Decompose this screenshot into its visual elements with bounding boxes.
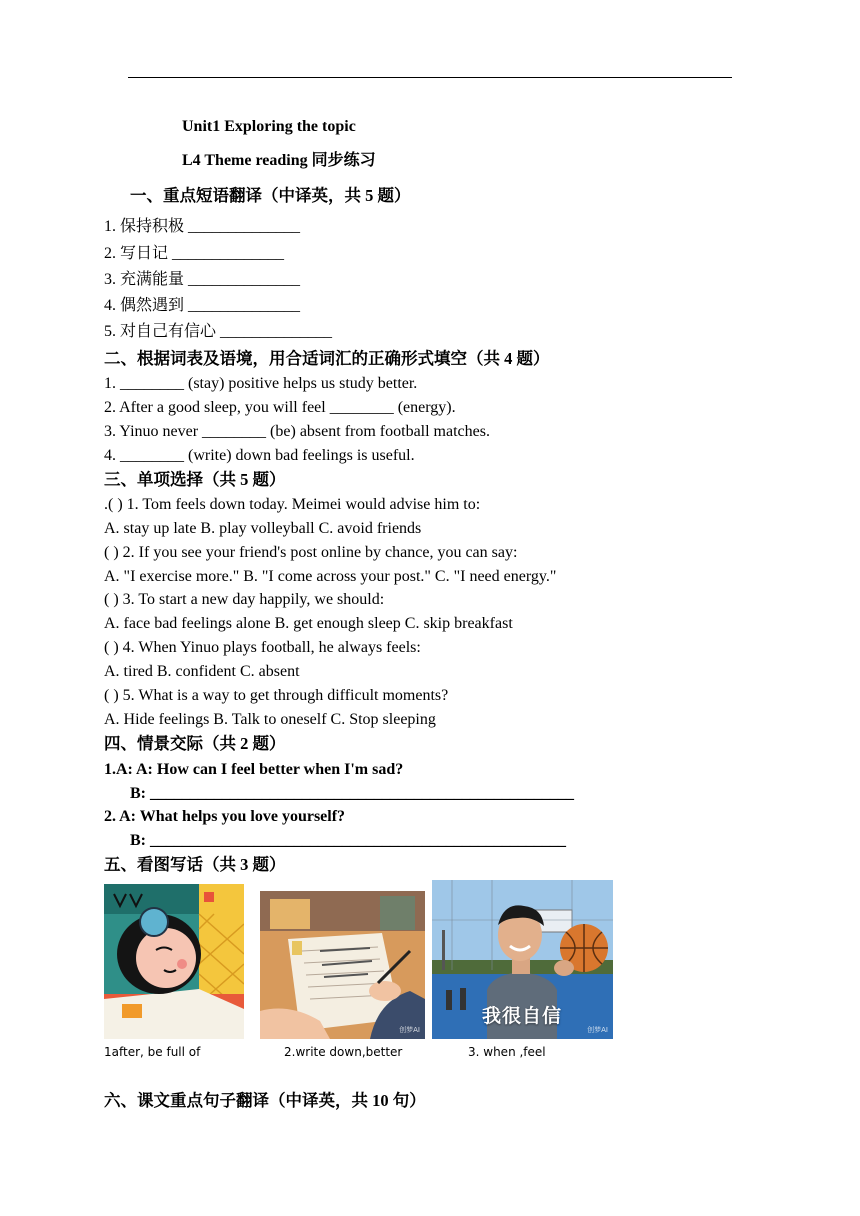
mc-question-1: .( ) 1. Tom feels down today. Meimei would advise him to:	[104, 496, 481, 513]
mc-options-5: A. Hide feelings B. Talk to oneself C. Stop sleeping	[104, 711, 436, 728]
watermark-logo: 创梦AI	[587, 1026, 608, 1034]
basketball-boy-photo	[432, 880, 613, 1039]
mc-question-5: ( ) 5. What is a way to get through difficult moments?	[104, 687, 449, 704]
watermark-logo: 创梦AI	[399, 1026, 420, 1034]
dialog-a-2: 2. A: What helps you love yourself?	[104, 808, 346, 825]
section5-heading: 五、看图写话（共 3 题）	[104, 855, 286, 874]
mc-options-2: A. "I exercise more." B. "I come across your post." C. "I need energy."	[104, 568, 557, 585]
girl-in-bed-illustration	[104, 884, 244, 1039]
section4-heading: 四、情景交际（共 2 题）	[104, 734, 286, 753]
phrase-item-2: 2. 写日记 ______________	[104, 245, 285, 262]
section3-heading: 三、单项选择（共 5 题）	[104, 470, 286, 489]
phrase-item-4: 4. 偶然遇到 ______________	[104, 297, 301, 314]
fill-item-2: 2. After a good sleep, you will feel ________ (energy).	[104, 399, 456, 416]
header-rule	[128, 77, 732, 78]
phrase-item-3: 3. 充满能量 ______________	[104, 271, 301, 288]
mc-question-2: ( ) 2. If you see your friend's post online by chance, you can say:	[104, 544, 518, 561]
lesson-title: L4 Theme reading 同步练习	[182, 152, 376, 169]
mc-options-1: A. stay up late B. play volleyball C. avoid friends	[104, 520, 422, 537]
dialog-b-2: B: ____________________________________________________	[130, 832, 566, 849]
mc-question-4: ( ) 4. When Yinuo plays football, he always feels:	[104, 639, 421, 656]
mc-options-3: A. face bad feelings alone B. get enough sleep C. skip breakfast	[104, 615, 513, 632]
section1-heading: 一、重点短语翻译（中译英，共 5 题）	[130, 186, 411, 205]
dialog-a-1: 1.A: A: How can I feel better when I'm sad?	[104, 761, 404, 778]
confidence-caption-overlay: 我很自信	[482, 1005, 563, 1027]
dialog-b-1: B: _____________________________________________________	[130, 785, 574, 802]
mc-options-4: A. tired B. confident C. absent	[104, 663, 300, 680]
fill-item-4: 4. ________ (write) down bad feelings is useful.	[104, 447, 415, 464]
section6-heading: 六、课文重点句子翻译（中译英，共 10 句）	[104, 1091, 426, 1110]
unit-title: Unit1 Exploring the topic	[182, 118, 356, 135]
phrase-item-5: 5. 对自己有信心 ______________	[104, 323, 333, 340]
fill-item-3: 3. Yinuo never ________ (be) absent from football matches.	[104, 423, 490, 440]
fill-item-1: 1. ________ (stay) positive helps us study better.	[104, 375, 418, 392]
section2-heading: 二、根据词表及语境，用合适词汇的正确形式填空（共 4 题）	[104, 349, 550, 368]
mc-question-3: ( ) 3. To start a new day happily, we should:	[104, 591, 385, 608]
writing-diary-illustration	[260, 891, 425, 1039]
picture-caption-2: 2.write down,better	[284, 1045, 403, 1059]
picture-caption-3: 3. when ,feel	[468, 1045, 546, 1059]
picture-caption-1: 1after, be full of	[104, 1045, 201, 1059]
phrase-item-1: 1. 保持积极 ______________	[104, 218, 301, 235]
